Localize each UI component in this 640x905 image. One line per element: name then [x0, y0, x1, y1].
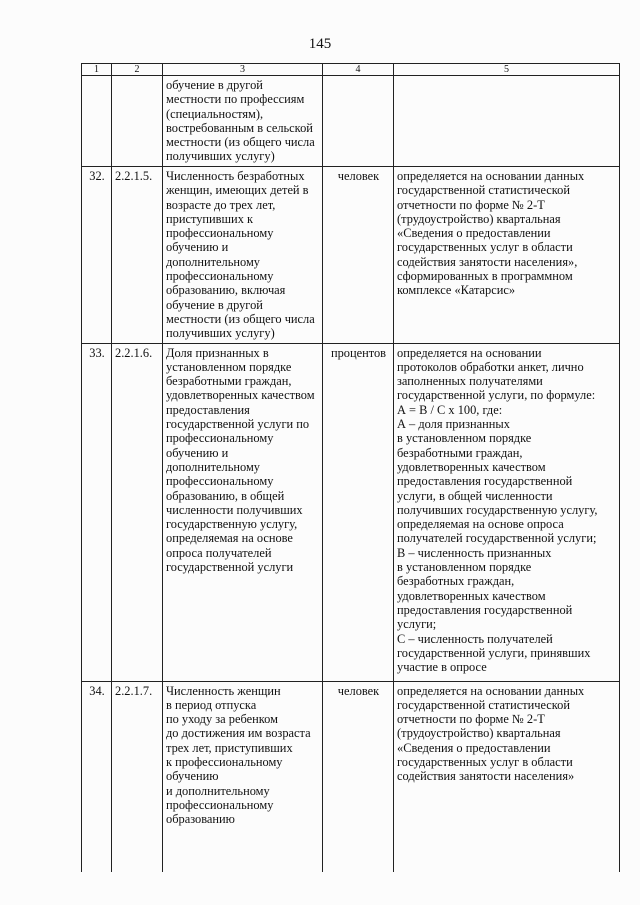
column-number-4: 4 [323, 64, 394, 76]
table-row-continuation [82, 76, 620, 167]
unit-of-measure: человек [323, 681, 394, 872]
page-number: 145 [308, 36, 332, 52]
unit-of-measure: процентов [323, 343, 394, 681]
table-row-34 [82, 681, 620, 872]
table-row-33 [82, 343, 620, 681]
row-number: 33. [82, 343, 112, 681]
indicator-code: 2.2.1.5. [112, 167, 163, 344]
indicator-name: обучение в другой местности по профессиям (специальностям), востребованным в сельской местности (из общего числа получивших услугу) [163, 76, 323, 167]
indicator-code [112, 76, 163, 167]
column-number-row [82, 64, 620, 76]
indicator-code: 2.2.1.7. [112, 681, 163, 872]
column-number-3: 3 [163, 64, 323, 76]
unit-of-measure [323, 76, 394, 167]
calculation-method: определяется на основании протоколов обработки анкет, лично заполненных получателями государственной услуги, по формуле: А = В / С х 100, где: А – доля признанных в установленном порядке безработными граждан, удовлетворенных качеством предоставления государственной услуги, в общей численности получивших государственную услугу, определяемая на основе опроса получателей государственной услуги; В – численность признанных в установленном порядке безработных граждан, удовлетворенных качеством предоставления государственной услуги; С – численность получателей государственной услуги, принявших участие в опросе [394, 343, 620, 681]
indicator-name: Численность безработных женщин, имеющих детей в возрасте до трех лет, приступивших к профессиональному обучению и дополнительному профессиональному образованию, включая обучение в другой местности (из общего числа получивших услугу) [163, 167, 323, 344]
calculation-method [394, 76, 620, 167]
indicator-name: Доля признанных в установленном порядке безработными граждан, удовлетворенных качеством предоставления государственной услуги по профессиональному обучению и дополнительному профессиональному образованию, в общей численности получивших государственную услугу, определяемая на основе опроса получателей государственной услуги [163, 343, 323, 681]
row-number [82, 76, 112, 167]
calculation-method: определяется на основании данных государственной статистической отчетности по форме № 2-Т (трудоустройство) квартальная «Сведения о предоставлении государственных услуг в области содействия занятости населения» [394, 681, 620, 872]
row-number: 32. [82, 167, 112, 344]
unit-of-measure: человек [323, 167, 394, 344]
column-number-2: 2 [112, 64, 163, 76]
table-row-32 [82, 167, 620, 344]
indicator-code: 2.2.1.6. [112, 343, 163, 681]
calculation-method: определяется на основании данных государственной статистической отчетности по форме № 2-Т (трудоустройство) квартальная «Сведения о предоставлении государственных услуг в области содействия занятости населения», сформированных в программном комплексе «Катарсис» [394, 167, 620, 344]
indicators-table [81, 63, 620, 872]
indicator-name: Численность женщин в период отпуска по уходу за ребенком до достижения им возраста трех лет, приступивших к профессиональному обучению и дополнительному профессиональному образованию [163, 681, 323, 872]
column-number-1: 1 [82, 64, 112, 76]
row-number: 34. [82, 681, 112, 872]
column-number-5: 5 [394, 64, 620, 76]
